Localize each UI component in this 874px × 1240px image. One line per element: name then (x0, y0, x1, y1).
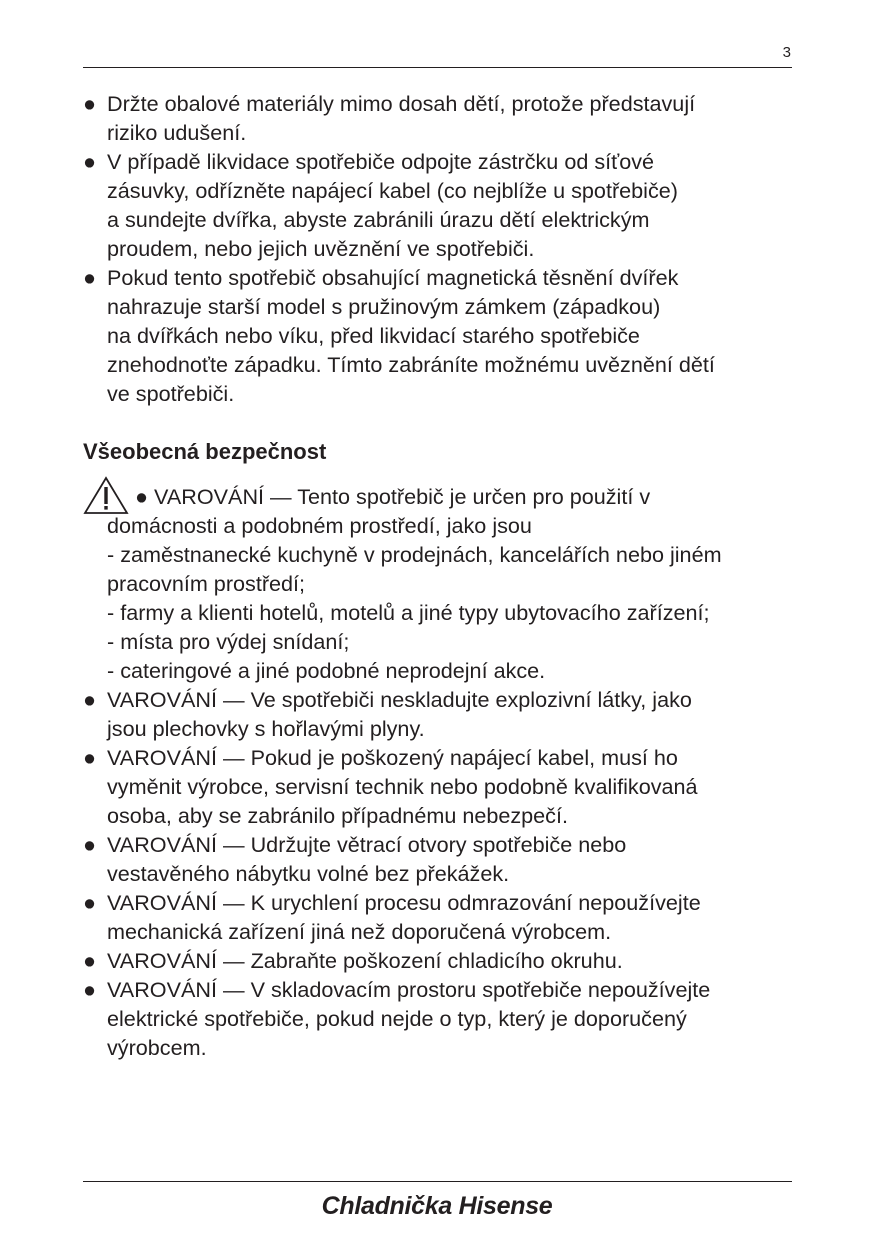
list-item (83, 946, 795, 975)
bullet-icon: ● (83, 91, 97, 116)
text-line: mechanická zařízení jiná než doporučená výrobcem. (107, 919, 612, 944)
text-line: VAROVÁNÍ — Ve spotřebiči neskladujte explozivní látky, jako (107, 687, 692, 712)
footer-rule (83, 1181, 792, 1182)
footer-brand: Chladnička Hisense (321, 1192, 553, 1220)
text-line: V případě likvidace spotřebiče odpojte zástrčku od síťové (107, 149, 655, 174)
text-line: VAROVÁNÍ — Zabraňte poškození chladicího okruhu. (107, 948, 623, 973)
page-number: 3 (782, 44, 791, 61)
text-line: - cateringové a jiné podobné neprodejní akce. (107, 658, 546, 683)
header-rule (83, 67, 792, 68)
bullet-icon: ● (83, 265, 97, 290)
warning-block (83, 482, 795, 685)
text-line: VAROVÁNÍ — K urychlení procesu odmrazování nepoužívejte (107, 890, 701, 915)
text-line: znehodnoťte západku. Tímto zabráníte možnému uvěznění dětí (107, 352, 715, 377)
text-line: osoba, aby se zabránilo případnému nebezpečí. (107, 803, 568, 828)
text-line: a sundejte dvířka, abyste zabránili úrazu dětí elektrickým (107, 207, 650, 232)
list-item (83, 263, 795, 408)
bullet-icon: ● (83, 745, 97, 770)
text-line: VAROVÁNÍ — Pokud je poškozený napájecí kabel, musí ho (107, 745, 678, 770)
text-line: - zaměstnanecké kuchyně v prodejnách, kancelářích nebo jiném (107, 542, 722, 567)
warning-triangle-icon (83, 476, 129, 516)
list-item (83, 830, 795, 888)
list-item (83, 685, 795, 743)
list-item (83, 89, 795, 147)
text-line: jsou plechovky s hořlavými plyny. (107, 716, 425, 741)
intro-list (83, 89, 795, 408)
text-line: ● VAROVÁNÍ — Tento spotřebič je určen pro použití v (135, 484, 651, 509)
text-line: riziko udušení. (107, 120, 247, 145)
bullet-icon: ● (83, 948, 97, 973)
text-line: vyměnit výrobce, servisní technik nebo podobně kvalifikovaná (107, 774, 698, 799)
section-list (83, 685, 795, 1062)
list-item (83, 743, 795, 830)
page-content (83, 89, 795, 1062)
bullet-icon: ● (83, 149, 97, 174)
text-line: VAROVÁNÍ — V skladovacím prostoru spotřebiče nepoužívejte (107, 977, 711, 1002)
text-line: na dvířkách nebo víku, před likvidací starého spotřebiče (107, 323, 640, 348)
text-line: elektrické spotřebiče, pokud nejde o typ, který je doporučený (107, 1006, 687, 1031)
text-line: domácnosti a podobném prostředí, jako jsou (107, 513, 532, 538)
text-line: Pokud tento spotřebič obsahující magnetická těsnění dvířek (107, 265, 679, 290)
bullet-icon: ● (83, 832, 97, 857)
text-line: Držte obalové materiály mimo dosah dětí, protože představují (107, 91, 696, 116)
text-line: vestavěného nábytku volné bez překážek. (107, 861, 510, 886)
text-line: výrobcem. (107, 1035, 207, 1060)
bullet-icon: ● (83, 890, 97, 915)
text-line: zásuvky, odřízněte napájecí kabel (co nejblíže u spotřebiče) (107, 178, 678, 203)
list-item (83, 975, 795, 1062)
text-line: - farmy a klienti hotelů, motelů a jiné typy ubytovacího zařízení; (107, 600, 710, 625)
section-heading: Všeobecná bezpečnost (83, 439, 327, 464)
text-line: - místa pro výdej snídaní; (107, 629, 350, 654)
list-item (83, 147, 795, 263)
bullet-icon: ● (83, 687, 97, 712)
bullet-icon: ● (83, 977, 97, 1002)
first-warning-text (107, 482, 795, 685)
text-line: nahrazuje starší model s pružinovým zámkem (západkou) (107, 294, 661, 319)
text-line: ve spotřebiči. (107, 381, 235, 406)
text-line: proudem, nebo jejich uvěznění ve spotřebiči. (107, 236, 535, 261)
text-line: pracovním prostředí; (107, 571, 306, 596)
list-item (83, 888, 795, 946)
text-line: VAROVÁNÍ — Udržujte větrací otvory spotřebiče nebo (107, 832, 627, 857)
